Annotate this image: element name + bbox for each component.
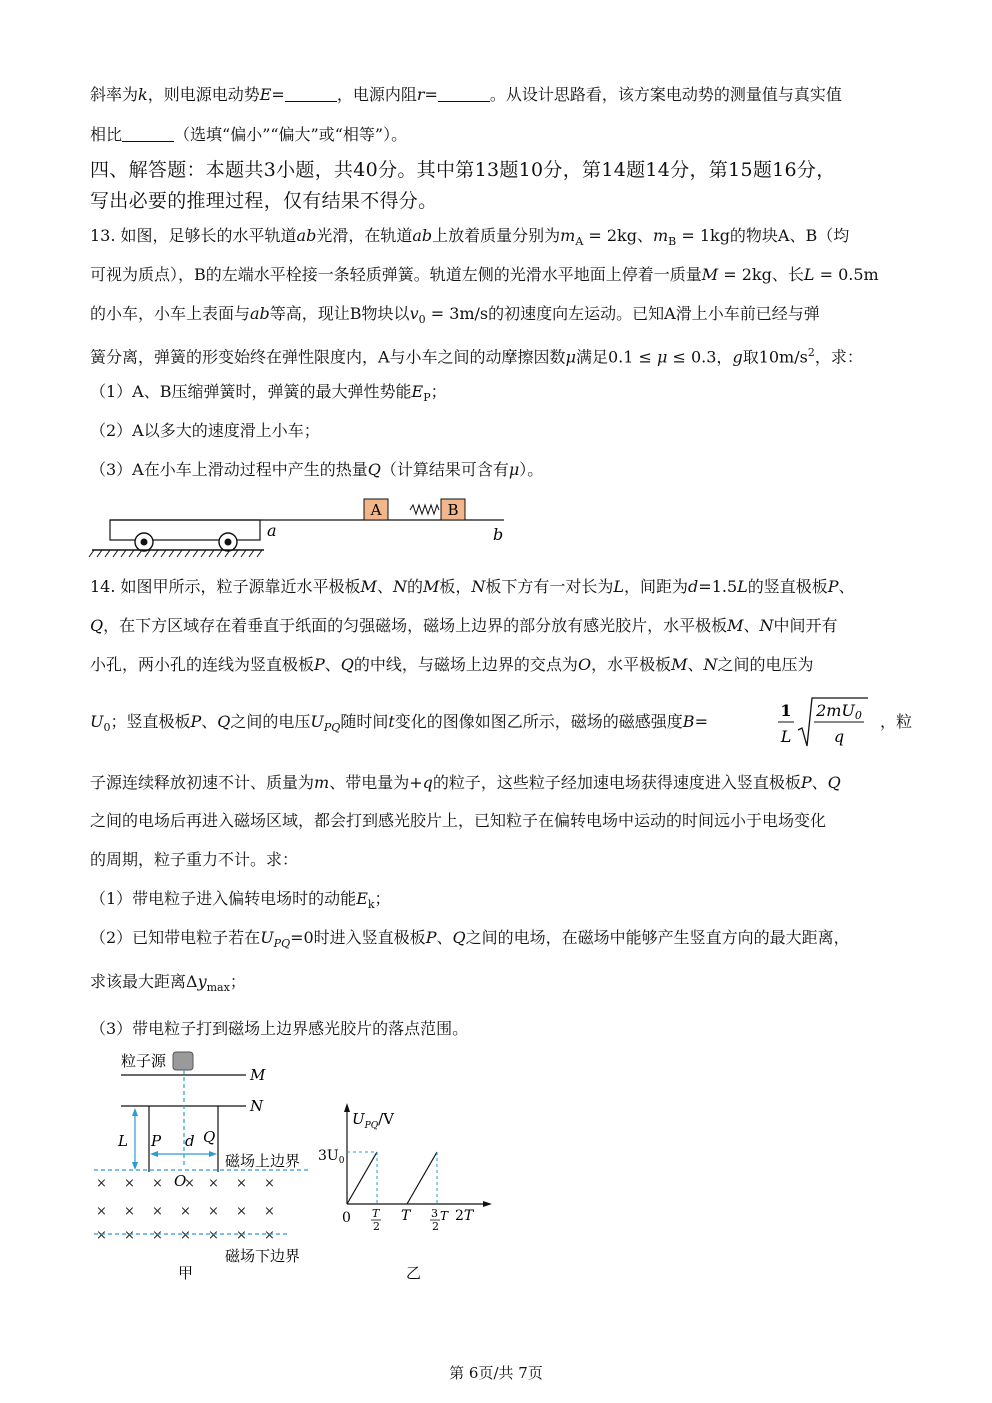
upper-boundary-label: 磁场上边界: [225, 1152, 301, 1170]
svg-text:×: ×: [264, 1204, 275, 1219]
svg-text:×: ×: [124, 1204, 135, 1219]
point-a-label: a: [267, 521, 277, 540]
b-formula: [776, 694, 872, 750]
point-o-label: O: [174, 1172, 187, 1190]
formula-l: L: [780, 727, 792, 746]
svg-text:×: ×: [124, 1176, 135, 1191]
q13-figure: [88, 492, 518, 562]
x-tick-half-t-den: 2: [373, 1220, 380, 1233]
svg-text:×: ×: [180, 1228, 191, 1243]
formula-one: 1: [780, 701, 792, 720]
figure-yi: [316, 1100, 506, 1288]
q14-part-1: （1）带电粒子进入偏转电场时的动能$E_k$；: [90, 889, 391, 912]
q14-line-2: Q，在下方区域存在着垂直于纸面的匀强磁场，磁场上边界的部分放有感光胶片，水平极板M、N中间开有: [90, 616, 838, 635]
x-tick-2t: 2T: [455, 1208, 474, 1224]
length-l-label: L: [118, 1132, 128, 1150]
svg-text:×: ×: [236, 1228, 247, 1243]
q14-line-4: $U_0$；竖直极板P、Q之间的电压$U_{PQ}$随时间t变化的图像如图乙所示，磁场的磁感强度B=: [90, 712, 708, 735]
q13-line-1: 13. 如图，足够长的水平轨道ab光滑，在轨道ab上放着质量分别为$m_A = 2kg$、$m_B = 1kg$的物块A、B（均: [90, 226, 850, 249]
gap-d-label: d: [185, 1132, 195, 1150]
q14-line-5: 子源连续释放初速不计、质量为m、带电量为+q的粒子，这些粒子经加速电场获得速度进入竖直极板P、Q: [90, 773, 841, 792]
q13-line-2: 可视为质点），B的左端水平栓接一条轻质弹簧。轨道左侧的光滑水平地面上停着一质量M = 2kg、长L = 0.5m: [90, 265, 879, 284]
plate-m-label: M: [250, 1066, 266, 1084]
line-compare: 相比 （选填“偏小”“偏大”或“相等”）。: [90, 125, 408, 144]
svg-text:×: ×: [208, 1204, 219, 1219]
q14-line-3: 小孔，两小孔的连线为竖直极板P、Q的中线，与磁场上边界的交点为O，水平极板M、N之间的电压为: [90, 655, 814, 674]
section-title-2: 写出必要的推理过程，仅有结果不得分。: [90, 190, 438, 212]
y-axis-label: $U_{PQ}/V$: [352, 1110, 394, 1131]
q14-part-3: （3）带电粒子打到磁场上边界感光胶片的落点范围。: [90, 1019, 469, 1038]
formula-den: q: [833, 727, 845, 746]
particle-source: [173, 1052, 193, 1070]
svg-text:×: ×: [208, 1176, 219, 1191]
svg-text:×: ×: [236, 1204, 247, 1219]
svg-text:×: ×: [184, 1176, 195, 1191]
q14-line-4-end: ，粒: [880, 712, 913, 731]
x-tick-t: T: [401, 1208, 411, 1224]
plate-q-label: Q: [203, 1128, 216, 1146]
line-emf: 斜率为k，则电源电动势E= ，电源内阻r= 。从设计思路看，该方案电动势的测量值与真实值: [90, 85, 842, 104]
x-tick-0: 0: [342, 1210, 351, 1226]
plate-p-label: P: [151, 1132, 162, 1150]
svg-text:×: ×: [152, 1204, 163, 1219]
q14-line-7: 的周期，粒子重力不计。求：: [90, 850, 299, 869]
block-a-label: A: [370, 501, 382, 519]
figure-jia: [88, 1046, 328, 1286]
q14-part-2b: 求该最大距离$\Delta y_{max}$；: [90, 972, 246, 995]
svg-text:×: ×: [208, 1228, 219, 1243]
figure-yi-label: 乙: [406, 1264, 422, 1282]
svg-text:×: ×: [96, 1176, 107, 1191]
q13-line-4: 簧分离，弹簧的形变始终在弹性限度内，A与小车之间的动摩擦因数μ满足0.1 ≤ μ ≤ 0.3，g取$10m/s^2$，求：: [90, 346, 863, 367]
formula-num: 2mU0: [816, 701, 862, 722]
source-label: 粒子源: [121, 1052, 167, 1070]
x-tick-3half-t-t: T: [440, 1209, 449, 1223]
q13-part-3: （3）A在小车上滑动过程中产生的热量Q（计算结果可含有μ）。: [90, 460, 544, 479]
q14-line-6: 之间的电场后再进入磁场区域，都会打到感光胶片上，已知粒子在偏转电场中运动的时间远小于电场变化: [90, 811, 827, 830]
figure-jia-label: 甲: [178, 1264, 194, 1282]
svg-text:×: ×: [264, 1228, 275, 1243]
plate-n-label: N: [250, 1097, 264, 1115]
q14-line-1: 14. 如图甲所示，粒子源靠近水平极板M、N的M板，N板下方有一对长为L，间距为d=1.5L的竖直极板P、: [90, 577, 855, 596]
x-tick-half-t: T: [372, 1207, 380, 1220]
q13-part-1: （1）A、B压缩弹簧时，弹簧的最大弹性势能$E_P$；: [90, 382, 447, 405]
svg-text:×: ×: [264, 1176, 275, 1191]
x-tick-3half-t-den: 2: [432, 1220, 439, 1233]
svg-text:×: ×: [152, 1176, 163, 1191]
y-tick-3u0: $3U_0$: [318, 1148, 345, 1166]
page-footer: 第 6页/共 7页: [449, 1364, 543, 1382]
svg-text:×: ×: [236, 1176, 247, 1191]
svg-text:×: ×: [96, 1204, 107, 1219]
svg-text:×: ×: [152, 1228, 163, 1243]
point-b-label: b: [493, 525, 504, 544]
q13-part-2: （2）A以多大的速度滑上小车；: [90, 421, 320, 440]
svg-text:×: ×: [180, 1204, 191, 1219]
lower-boundary-label: 磁场下边界: [225, 1247, 301, 1265]
section-title: 四、解答题：本题共3小题，共40分。其中第13题10分，第14题14分，第15题16分，: [90, 159, 836, 181]
q14-part-2: （2）已知带电粒子若在$U_{PQ}=0$时进入竖直极板P、Q之间的电场，在磁场中能够产生竖直方向的最大距离，: [90, 928, 850, 951]
spring: [410, 505, 439, 514]
block-b-label: B: [447, 501, 459, 519]
svg-text:×: ×: [124, 1228, 135, 1243]
x-tick-3half-t: 3: [431, 1207, 438, 1220]
q13-line-3: 的小车，小车上表面与ab等高，现让B物块以$v_0 = 3m/s$的初速度向左运动。已知A滑上小车前已经与弹: [90, 304, 820, 327]
svg-text:×: ×: [96, 1228, 107, 1243]
